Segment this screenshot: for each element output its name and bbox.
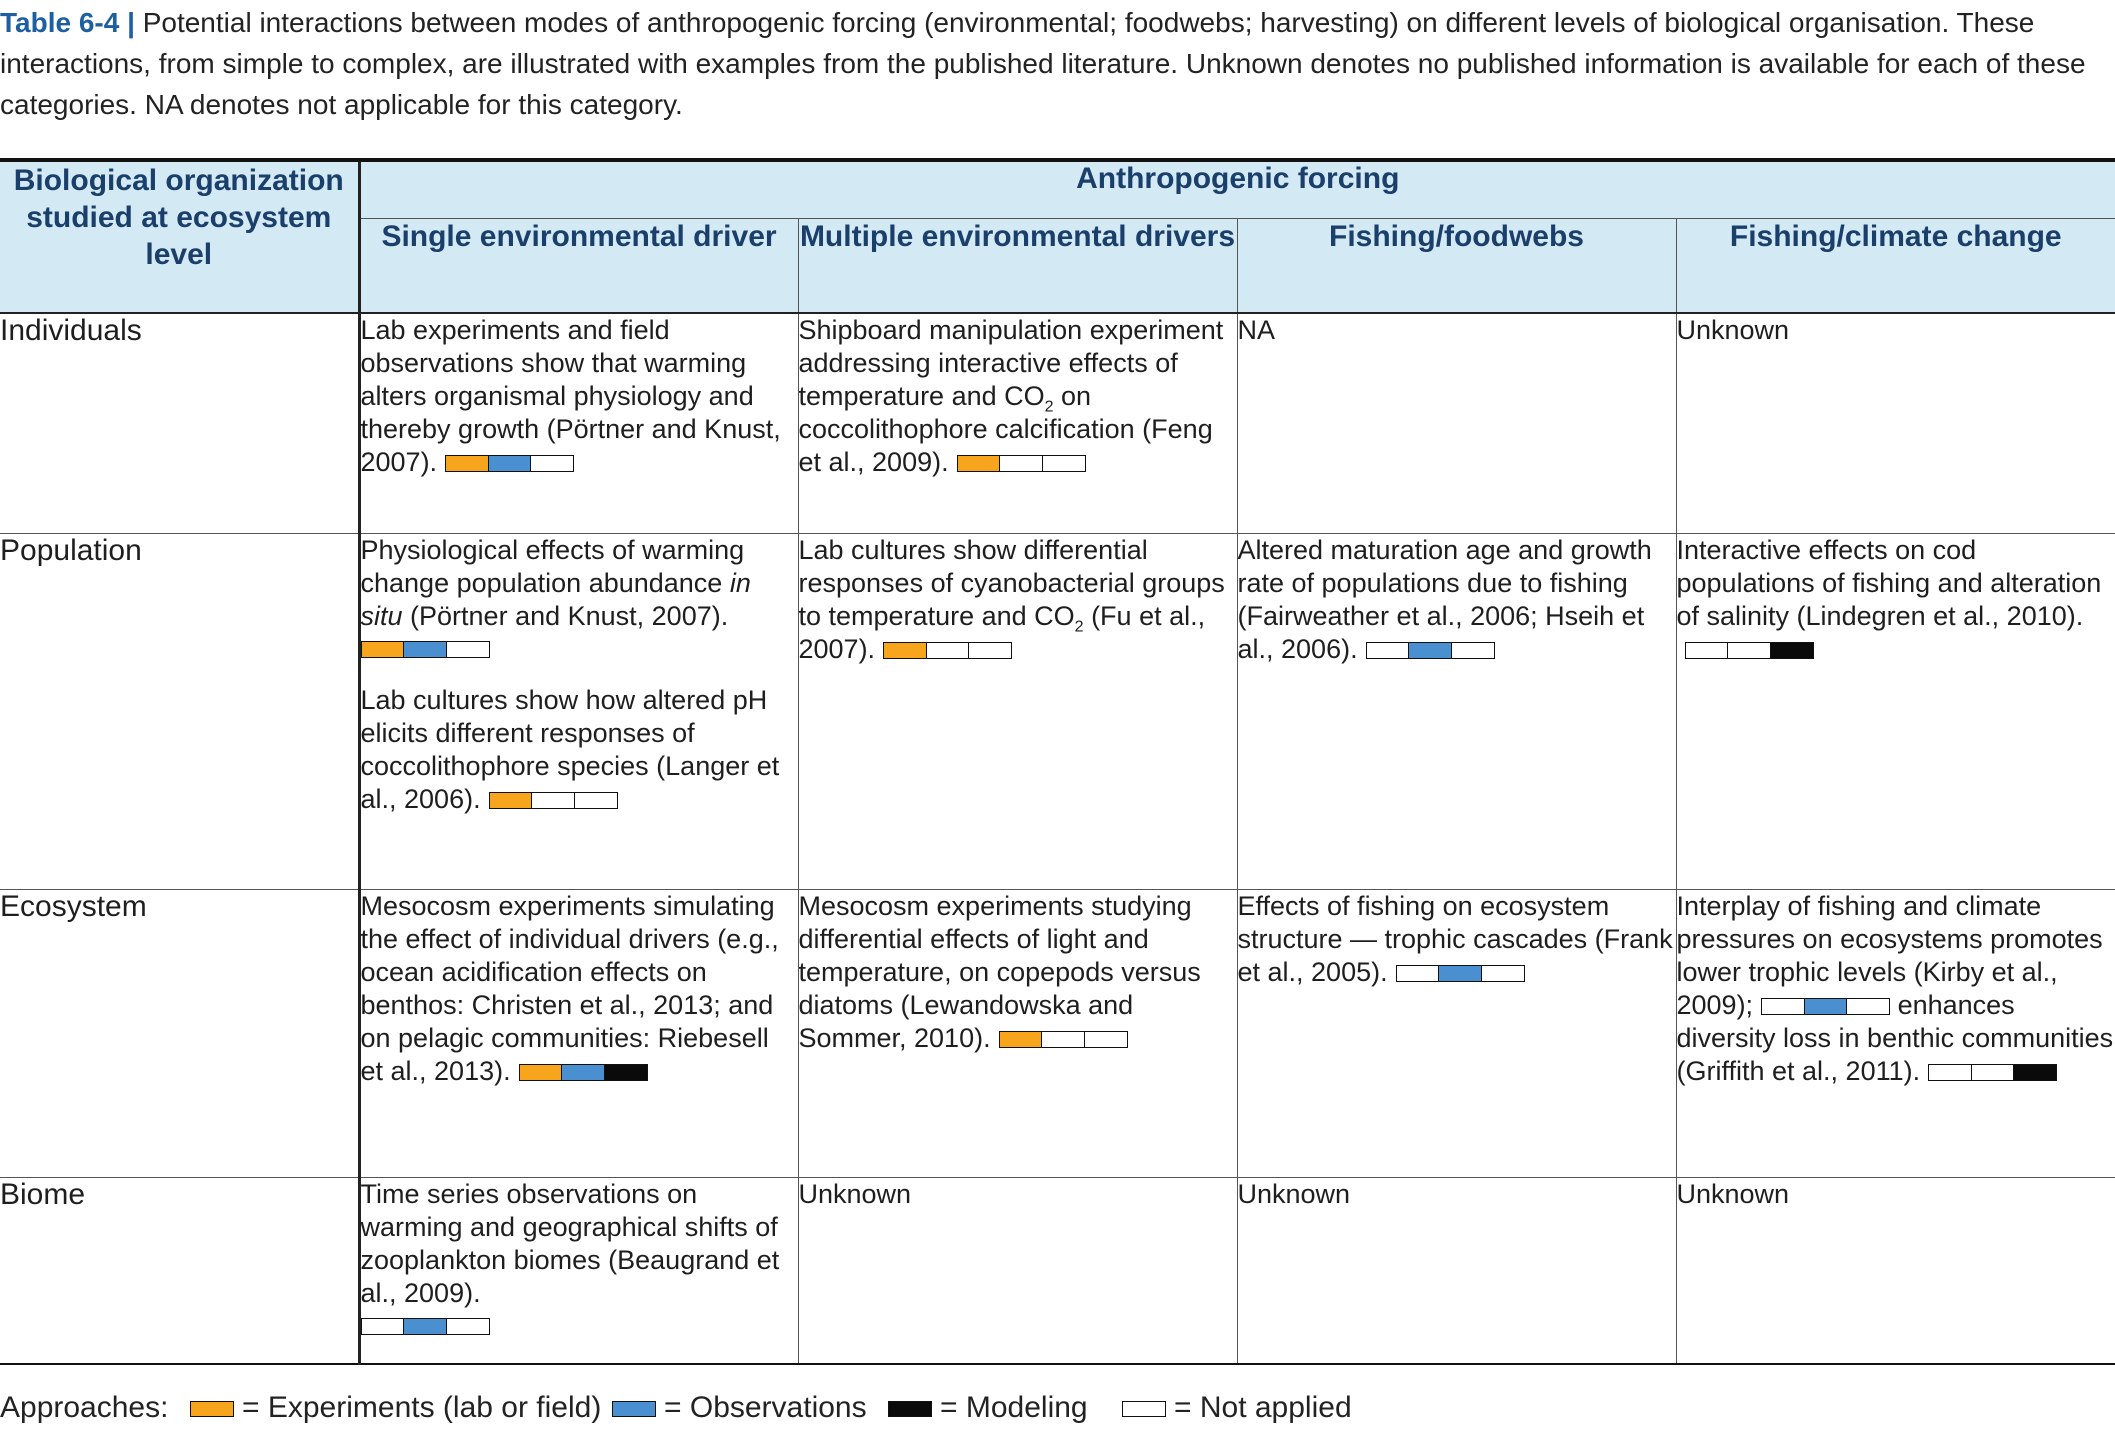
group-header: Anthropogenic forcing [359, 160, 2115, 219]
approach-segment [1770, 642, 1814, 659]
approach-segment [1685, 642, 1729, 659]
approach-segment [1041, 1031, 1085, 1048]
interactions-table [0, 158, 2115, 1365]
row-label: Population [0, 533, 359, 889]
approach-segment [1481, 965, 1525, 982]
row-label: Ecosystem [0, 889, 359, 1177]
cell-fishing-foodwebs [1237, 313, 1676, 533]
entry-text: enhances diversity loss in benthic communities (Griffith et al., 2011). [1676, 989, 2114, 1086]
cell-entry [799, 890, 1237, 1055]
cell-single-driver [359, 313, 798, 533]
cell-entry [361, 534, 798, 658]
approach-segment [446, 641, 490, 658]
approach-indicator [489, 792, 618, 809]
cell-entry [799, 314, 1237, 479]
approach-segment [561, 1064, 605, 1081]
approach-indicator [519, 1064, 648, 1081]
legend-item-experiments [190, 1390, 601, 1426]
approach-indicator [1761, 998, 1890, 1015]
legend-item-modeling [888, 1390, 1088, 1426]
table-body [0, 313, 2115, 1364]
cell-multiple-drivers [798, 313, 1237, 533]
cell-fishing-climate [1676, 1177, 2115, 1364]
cell-entry [361, 314, 798, 479]
approach-segment [1928, 1064, 1972, 1081]
approach-segment [1727, 642, 1771, 659]
approach-segment [403, 641, 447, 658]
entry-text: Interactive effects on cod populations of fishing and alteration of salinity (Lindegren et al., 2010). [1676, 534, 2102, 631]
approach-segment [530, 455, 574, 472]
approach-indicator [1928, 1064, 2057, 1081]
approach-segment [957, 455, 1001, 472]
entry-text: Unknown [1676, 315, 1790, 345]
approach-indicator [883, 642, 1012, 659]
approach-segment [403, 1318, 447, 1335]
approach-segment [1846, 998, 1890, 1015]
cell-fishing-foodwebs [1237, 889, 1676, 1177]
legend-label: = Experiments (lab or field) [242, 1391, 602, 1424]
subscript: 2 [1044, 398, 1054, 416]
table-row [0, 313, 2115, 533]
cell-single-driver [359, 1177, 798, 1364]
cell-single-driver [359, 533, 798, 889]
cell-entry [1238, 534, 1676, 666]
cell-single-driver [359, 889, 798, 1177]
approach-segment [531, 792, 575, 809]
entry-text: Effects of fishing on ecosystem structure — trophic cascades (Frank et al., 2005). [1237, 890, 1673, 987]
approach-segment [1971, 1064, 2015, 1081]
approach-indicator [361, 1318, 798, 1335]
approach-indicator [1396, 965, 1525, 982]
entry-text: (Pörtner and Knust, 2007). [402, 600, 729, 631]
approach-indicator [1685, 642, 1814, 659]
cell-multiple-drivers [798, 533, 1237, 889]
approach-segment [1408, 642, 1452, 659]
table-row [0, 533, 2115, 889]
legend-title: Approaches: [0, 1391, 169, 1424]
cell-fishing-foodwebs [1237, 533, 1676, 889]
row-label: Biome [0, 1177, 359, 1364]
entry-text: Mesocosm experiments studying differential effects of light and temperature, on copepods versus diatoms (Lewandowska and Sommer, 2010). [798, 890, 1201, 1053]
approach-segment [574, 792, 618, 809]
approach-segment [1084, 1031, 1128, 1048]
not-applied-swatch [1122, 1401, 1166, 1417]
cell-multiple-drivers [798, 1177, 1237, 1364]
approach-segment [488, 455, 532, 472]
corner-header: Biological organization studied at ecosystem level [0, 160, 359, 313]
approach-segment [999, 455, 1043, 472]
approach-segment [604, 1064, 648, 1081]
approach-segment [361, 1318, 405, 1335]
approach-segment [1761, 998, 1805, 1015]
approach-segment [1042, 455, 1086, 472]
cell-entry [1677, 890, 2115, 1088]
entry-text: Lab cultures show differential responses of cyanobacterial groups to temperature and CO [798, 534, 1225, 631]
approach-segment [2013, 1064, 2057, 1081]
cell-entry [361, 684, 798, 816]
approach-segment [446, 1318, 490, 1335]
cell-multiple-drivers [798, 889, 1237, 1177]
approach-indicator [957, 455, 1086, 472]
approach-segment [1438, 965, 1482, 982]
approach-segment [361, 641, 405, 658]
cell-fishing-climate [1676, 889, 2115, 1177]
entry-text: Interplay of fishing and climate pressures on ecosystems promotes lower trophic levels (Kirby et al., 2009); [1676, 890, 2103, 1020]
cell-fishing-foodwebs [1237, 1177, 1676, 1364]
legend-label: = Not applied [1174, 1391, 1352, 1424]
cell-entry [1238, 890, 1676, 989]
approach-segment [926, 642, 970, 659]
approach-segment [1396, 965, 1440, 982]
approach-segment [883, 642, 927, 659]
approach-segment [519, 1064, 563, 1081]
approach-indicator [445, 455, 574, 472]
approach-segment [489, 792, 533, 809]
legend-label: = Modeling [940, 1391, 1088, 1424]
column-header-multiple-drivers: Multiple environmental drivers [798, 219, 1237, 314]
approach-segment [445, 455, 489, 472]
table-label: Table 6-4 | [0, 7, 135, 38]
cell-entry [1677, 1178, 2115, 1211]
experiments-swatch [190, 1401, 234, 1417]
cell-entry [1677, 534, 2115, 666]
caption-text: Potential interactions between modes of anthropogenic forcing (environmental; foodwebs; harvesting) on different levels of biological organisation. These interactions, from simple to complex, are illustrated with examples from the published literature. Unknown denotes no published information is available for each of these categories. NA denotes not applicable for this category. [0, 7, 2086, 120]
approach-indicator [361, 641, 798, 658]
entry-text: Unknown [1237, 1178, 1351, 1209]
entry-italic: in situ [360, 567, 751, 631]
approach-segment [1804, 998, 1848, 1015]
approach-segment [999, 1031, 1043, 1048]
approaches-legend [0, 1390, 2115, 1426]
entry-text: Lab cultures show how altered pH elicits different responses of coccolithophore species (Langer et al., 2006). [360, 684, 780, 814]
approach-segment [968, 642, 1012, 659]
subscript: 2 [1074, 617, 1084, 635]
entry-text: Shipboard manipulation experiment addressing interactive effects of temperature and CO [798, 315, 1224, 411]
entry-text: on coccolithophore calcification (Feng et al., 2009). [798, 381, 1213, 477]
table-row [0, 1177, 2115, 1364]
row-label: Individuals [0, 313, 359, 533]
approach-indicator [999, 1031, 1128, 1048]
entry-text: Mesocosm experiments simulating the effect of individual drivers (e.g., ocean acidification effects on benthos: Christen et al., 2013; and on pelagic communities: Riebesell et al., 2013). [360, 890, 779, 1086]
legend-item-observations [612, 1390, 867, 1426]
entry-text: Unknown [798, 1178, 912, 1209]
modeling-swatch [888, 1401, 932, 1417]
cell-entry [1238, 1178, 1676, 1211]
column-header-fishing-climate: Fishing/climate change [1676, 219, 2115, 314]
approach-segment [1366, 642, 1410, 659]
column-header-single-driver: Single environmental driver [359, 219, 798, 314]
approach-segment [1451, 642, 1495, 659]
approach-indicator [1366, 642, 1495, 659]
table-row [0, 889, 2115, 1177]
cell-entry [361, 1178, 798, 1335]
cell-entry [799, 534, 1237, 666]
cell-entry [1677, 314, 2115, 347]
legend-item-not-applied [1122, 1390, 1352, 1426]
entry-text: Time series observations on warming and geographical shifts of zooplankton biomes (Beaugrand et al., 2009). [360, 1178, 780, 1308]
cell-fishing-climate [1676, 533, 2115, 889]
cell-entry [799, 1178, 1237, 1211]
entry-text: (Fu et al., 2007). [798, 600, 1206, 664]
entry-text: Unknown [1676, 1178, 1790, 1209]
legend-label: = Observations [664, 1391, 867, 1424]
table-caption [0, 2, 2105, 125]
cell-entry [361, 890, 798, 1088]
cell-fishing-climate [1676, 313, 2115, 533]
entry-text: Altered maturation age and growth rate of populations due to fishing (Fairweather et al., 2006; Hseih et al., 2006). [1237, 534, 1652, 664]
observations-swatch [612, 1401, 656, 1417]
column-header-fishing-foodwebs: Fishing/foodwebs [1237, 219, 1676, 314]
entry-text: Physiological effects of warming change population abundance [360, 534, 745, 598]
cell-entry [1238, 314, 1676, 347]
entry-text: Lab experiments and field observations show that warming alters organismal physiology and thereby growth (Pörtner and Knust, 2007). [360, 315, 781, 477]
entry-text: NA [1237, 315, 1276, 345]
